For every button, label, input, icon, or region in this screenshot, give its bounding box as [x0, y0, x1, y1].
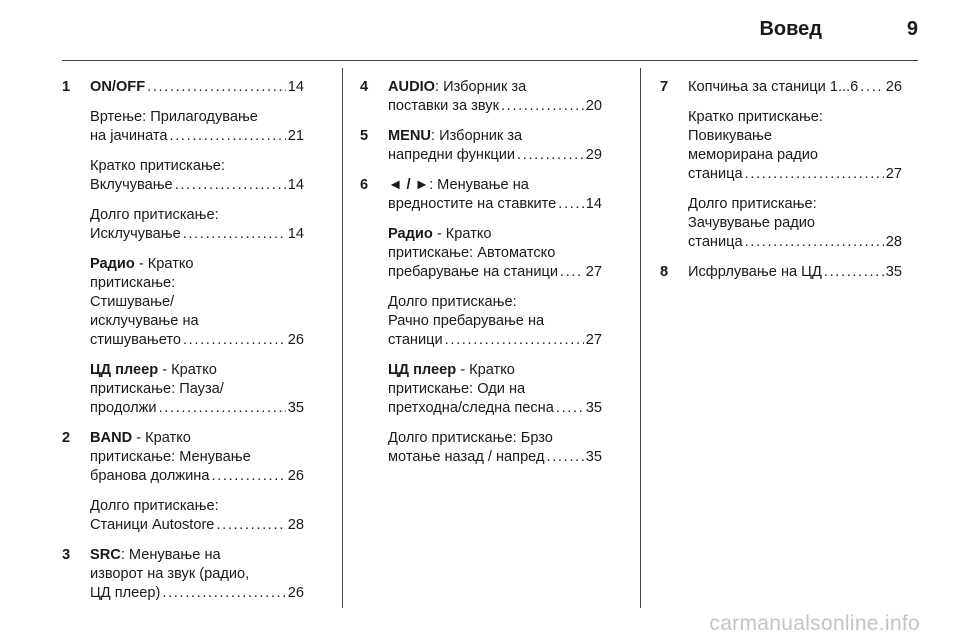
line-text: [90, 399, 157, 418]
line-text: [388, 263, 558, 282]
line-text: [90, 256, 194, 272]
line-label: изворот на звук (радио,: [90, 566, 250, 582]
line-label: притискање: Пауза/: [90, 381, 224, 397]
watermark: carmanualsonline.info: [709, 612, 920, 635]
line-label: вредностите на ставките: [388, 196, 557, 212]
description-line: [90, 127, 304, 146]
line-label: притискање:: [90, 275, 176, 291]
dot-leader: [560, 263, 584, 282]
line-label: Долго притискање:: [388, 294, 517, 310]
line-text: [90, 225, 181, 244]
line-text: [90, 467, 209, 486]
control-key-label: Радио: [388, 226, 433, 242]
line-text: [90, 498, 219, 514]
line-label: - Кратко: [456, 362, 515, 378]
description-line: [388, 380, 602, 399]
line-text: [388, 448, 545, 467]
line-label: Долго притискање:: [688, 196, 817, 212]
page-reference: 14: [287, 226, 304, 242]
description-line: [90, 565, 304, 584]
description-line: [688, 78, 902, 97]
dot-leader: [445, 331, 584, 350]
line-label: притискање: Автоматско: [388, 245, 556, 261]
header-rule: [62, 60, 918, 61]
control-number: 4: [360, 79, 369, 95]
page-reference: 26: [885, 79, 902, 95]
description-line: [90, 399, 304, 418]
line-text: [90, 566, 249, 582]
control-number: 7: [660, 79, 669, 95]
page-reference: 21: [287, 128, 304, 144]
control-key-label: ON/OFF: [90, 79, 146, 95]
line-label: Кратко притискање:: [90, 158, 225, 174]
content-column-2: [360, 78, 602, 478]
line-label: на јачината: [90, 128, 168, 144]
control-number: 6: [360, 177, 369, 193]
description-line: [388, 146, 602, 165]
description-paragraph: [688, 263, 902, 282]
dot-leader: [745, 165, 884, 184]
line-label: Исфрлување на ЦД: [688, 264, 822, 280]
line-text: [90, 78, 145, 97]
line-text: [90, 430, 191, 446]
line-label: претходна/следна песна: [388, 400, 554, 416]
column-divider: [342, 68, 343, 608]
description-line: [90, 312, 304, 331]
description-line: [90, 429, 304, 448]
description-paragraph: [388, 293, 602, 350]
line-text: [688, 147, 818, 163]
line-label: : Менување на: [429, 177, 529, 193]
control-entry: [62, 429, 304, 535]
line-label: Станици Autostore: [90, 517, 215, 533]
page-reference: 27: [585, 332, 602, 348]
line-text: [90, 331, 181, 350]
page-reference: 14: [585, 196, 602, 212]
page-reference: 35: [585, 449, 602, 465]
line-label: исклучување на: [90, 313, 199, 329]
description-line: [388, 448, 602, 467]
page-reference: 14: [287, 79, 304, 95]
page-title: Вовед: [759, 18, 822, 40]
line-text: [388, 226, 492, 242]
line-text: [90, 313, 199, 329]
line-text: [388, 146, 515, 165]
description-line: [90, 331, 304, 350]
control-entry: [360, 78, 602, 116]
line-label: Кратко притискање:: [688, 109, 823, 125]
line-text: [90, 207, 219, 223]
line-text: [688, 78, 858, 97]
control-entry: [660, 263, 902, 282]
line-label: - Кратко: [432, 226, 492, 242]
description-paragraph: [90, 206, 304, 244]
page-reference: 28: [885, 234, 902, 250]
line-text: [388, 399, 554, 418]
line-text: [90, 176, 173, 195]
page-reference: 27: [885, 166, 902, 182]
dot-leader: [501, 97, 584, 116]
control-key-label: ЦД плеер: [388, 362, 457, 378]
control-key-label: SRC: [90, 547, 121, 563]
page-number: 9: [906, 18, 918, 40]
description-line: [388, 97, 602, 116]
description-line: [90, 78, 304, 97]
line-label: мотање назад / напред: [388, 449, 545, 465]
description-line: [688, 108, 902, 127]
line-label: - Кратко: [132, 430, 191, 446]
description-line: [90, 497, 304, 516]
line-label: Долго притискање: Брзо: [388, 430, 553, 446]
description-line: [688, 146, 902, 165]
dot-leader: [183, 331, 286, 350]
line-text: [388, 381, 525, 397]
description-paragraph: [388, 78, 602, 116]
control-entry: [360, 176, 602, 467]
line-text: [90, 275, 175, 291]
line-text: [90, 158, 225, 174]
line-label: притискање: Менување: [90, 449, 251, 465]
description-paragraph: [90, 429, 304, 486]
line-text: [388, 294, 517, 310]
description-line: [388, 399, 602, 418]
line-label: притискање: Оди на: [388, 381, 526, 397]
description-line: [388, 293, 602, 312]
line-text: [90, 381, 224, 397]
control-key-label: BAND: [90, 430, 133, 446]
line-text: [388, 97, 499, 116]
line-label: Повикување: [688, 128, 773, 144]
line-text: [688, 165, 743, 184]
dot-leader: [170, 127, 286, 146]
control-key-label: Радио: [90, 256, 135, 272]
description-line: [90, 380, 304, 399]
description-paragraph: [688, 195, 902, 252]
description-line: [388, 312, 602, 331]
line-label: : Изборник за: [430, 128, 523, 144]
description-paragraph: [90, 546, 304, 603]
line-label: бранова должина: [90, 468, 210, 484]
control-entry: [62, 78, 304, 418]
description-line: [688, 165, 902, 184]
description-line: [388, 361, 602, 380]
page-reference: 14: [287, 177, 304, 193]
line-label: Зачувување радио: [688, 215, 815, 231]
line-label: Копчиња за станици 1...6: [688, 79, 859, 95]
line-text: [388, 331, 443, 350]
description-line: [388, 78, 602, 97]
control-key-label: AUDIO: [388, 79, 436, 95]
line-label: продолжи: [90, 400, 157, 416]
line-label: Вклучување: [90, 177, 173, 193]
page-reference: 27: [585, 264, 602, 280]
content-column-1: [62, 78, 304, 614]
line-text: [688, 109, 823, 125]
line-label: станица: [688, 166, 743, 182]
dot-leader: [147, 78, 286, 97]
dot-leader: [162, 584, 285, 603]
line-text: [388, 177, 529, 193]
description-line: [90, 516, 304, 535]
line-text: [388, 430, 553, 446]
description-line: [90, 274, 304, 293]
line-text: [388, 245, 555, 261]
description-paragraph: [388, 225, 602, 282]
dot-leader: [547, 448, 584, 467]
line-label: Стишување/: [90, 294, 175, 310]
page-reference: 20: [585, 98, 602, 114]
line-text: [90, 109, 258, 125]
control-number: 1: [62, 79, 71, 95]
description-line: [90, 293, 304, 312]
description-line: [388, 429, 602, 448]
line-label: Долго притискање:: [90, 498, 219, 514]
description-line: [90, 206, 304, 225]
line-text: [688, 128, 772, 144]
description-paragraph: [388, 176, 602, 214]
column-divider: [640, 68, 641, 608]
line-label: Вртење: Прилагодување: [90, 109, 258, 125]
line-text: [688, 196, 817, 212]
line-text: [90, 547, 221, 563]
line-text: [90, 127, 168, 146]
line-label: меморирана радио: [688, 147, 819, 163]
line-text: [688, 233, 743, 252]
control-number: 8: [660, 264, 669, 280]
line-text: [90, 449, 251, 465]
control-key-label: MENU: [388, 128, 431, 144]
line-label: Исклучување: [90, 226, 181, 242]
line-label: стишувањето: [90, 332, 181, 348]
description-line: [90, 225, 304, 244]
dot-leader: [183, 225, 286, 244]
description-line: [90, 157, 304, 176]
description-line: [688, 127, 902, 146]
line-text: [388, 195, 556, 214]
description-paragraph: [90, 255, 304, 350]
line-label: ЦД плеер): [90, 585, 161, 601]
description-paragraph: [90, 361, 304, 418]
control-number: 2: [62, 430, 71, 446]
control-entry: [62, 546, 304, 603]
description-line: [90, 448, 304, 467]
description-line: [90, 176, 304, 195]
page-reference: 35: [287, 400, 304, 416]
page-reference: 35: [585, 400, 602, 416]
line-text: [688, 215, 815, 231]
control-entry: [360, 127, 602, 165]
line-label: поставки за звук: [388, 98, 499, 114]
line-text: [388, 313, 544, 329]
page-reference: 28: [287, 517, 304, 533]
description-line: [688, 263, 902, 282]
line-label: напредни функции: [388, 147, 516, 163]
dot-leader: [824, 263, 884, 282]
dot-leader: [860, 78, 883, 97]
line-text: [90, 584, 160, 603]
dot-leader: [216, 516, 285, 535]
description-line: [90, 584, 304, 603]
line-label: станици: [388, 332, 443, 348]
description-line: [90, 255, 304, 274]
line-label: Долго притискање:: [90, 207, 219, 223]
line-label: - Кратко: [134, 256, 194, 272]
line-label: : Менување на: [120, 547, 221, 563]
line-text: [688, 263, 822, 282]
control-key-label: ЦД плеер: [90, 362, 159, 378]
content-column-3: [660, 78, 902, 293]
page-reference: 26: [287, 585, 304, 601]
description-line: [388, 244, 602, 263]
dot-leader: [159, 399, 286, 418]
description-paragraph: [388, 127, 602, 165]
control-number: 5: [360, 128, 369, 144]
line-text: [90, 294, 174, 310]
description-paragraph: [688, 108, 902, 184]
control-number: 3: [62, 547, 71, 563]
control-key-label: ◄ / ►: [388, 177, 430, 193]
page-reference: 35: [885, 264, 902, 280]
description-line: [90, 108, 304, 127]
description-line: [388, 176, 602, 195]
line-text: [90, 362, 217, 378]
description-line: [388, 225, 602, 244]
dot-leader: [745, 233, 884, 252]
line-label: - Кратко: [158, 362, 217, 378]
description-line: [388, 127, 602, 146]
dot-leader: [517, 146, 584, 165]
description-line: [90, 467, 304, 486]
line-text: [90, 516, 214, 535]
description-line: [90, 361, 304, 380]
description-line: [388, 195, 602, 214]
description-paragraph: [90, 108, 304, 146]
description-line: [90, 546, 304, 565]
line-label: Рачно пребарување на: [388, 313, 545, 329]
description-paragraph: [90, 78, 304, 97]
dot-leader: [558, 195, 583, 214]
description-line: [688, 233, 902, 252]
description-line: [688, 195, 902, 214]
description-paragraph: [388, 429, 602, 467]
description-line: [388, 263, 602, 282]
page-reference: 26: [287, 468, 304, 484]
description-line: [388, 331, 602, 350]
line-text: [388, 79, 526, 95]
page-reference: 26: [287, 332, 304, 348]
description-paragraph: [90, 497, 304, 535]
dot-leader: [175, 176, 286, 195]
line-label: : Изборник за: [435, 79, 527, 95]
dot-leader: [211, 467, 285, 486]
description-paragraph: [90, 157, 304, 195]
line-label: пребарување на станици: [388, 264, 558, 280]
description-line: [688, 214, 902, 233]
line-text: [388, 362, 515, 378]
dot-leader: [556, 399, 584, 418]
description-paragraph: [688, 78, 902, 97]
page-reference: 29: [585, 147, 602, 163]
line-label: станица: [688, 234, 743, 250]
line-text: [388, 128, 522, 144]
control-entry: [660, 78, 902, 252]
description-paragraph: [388, 361, 602, 418]
